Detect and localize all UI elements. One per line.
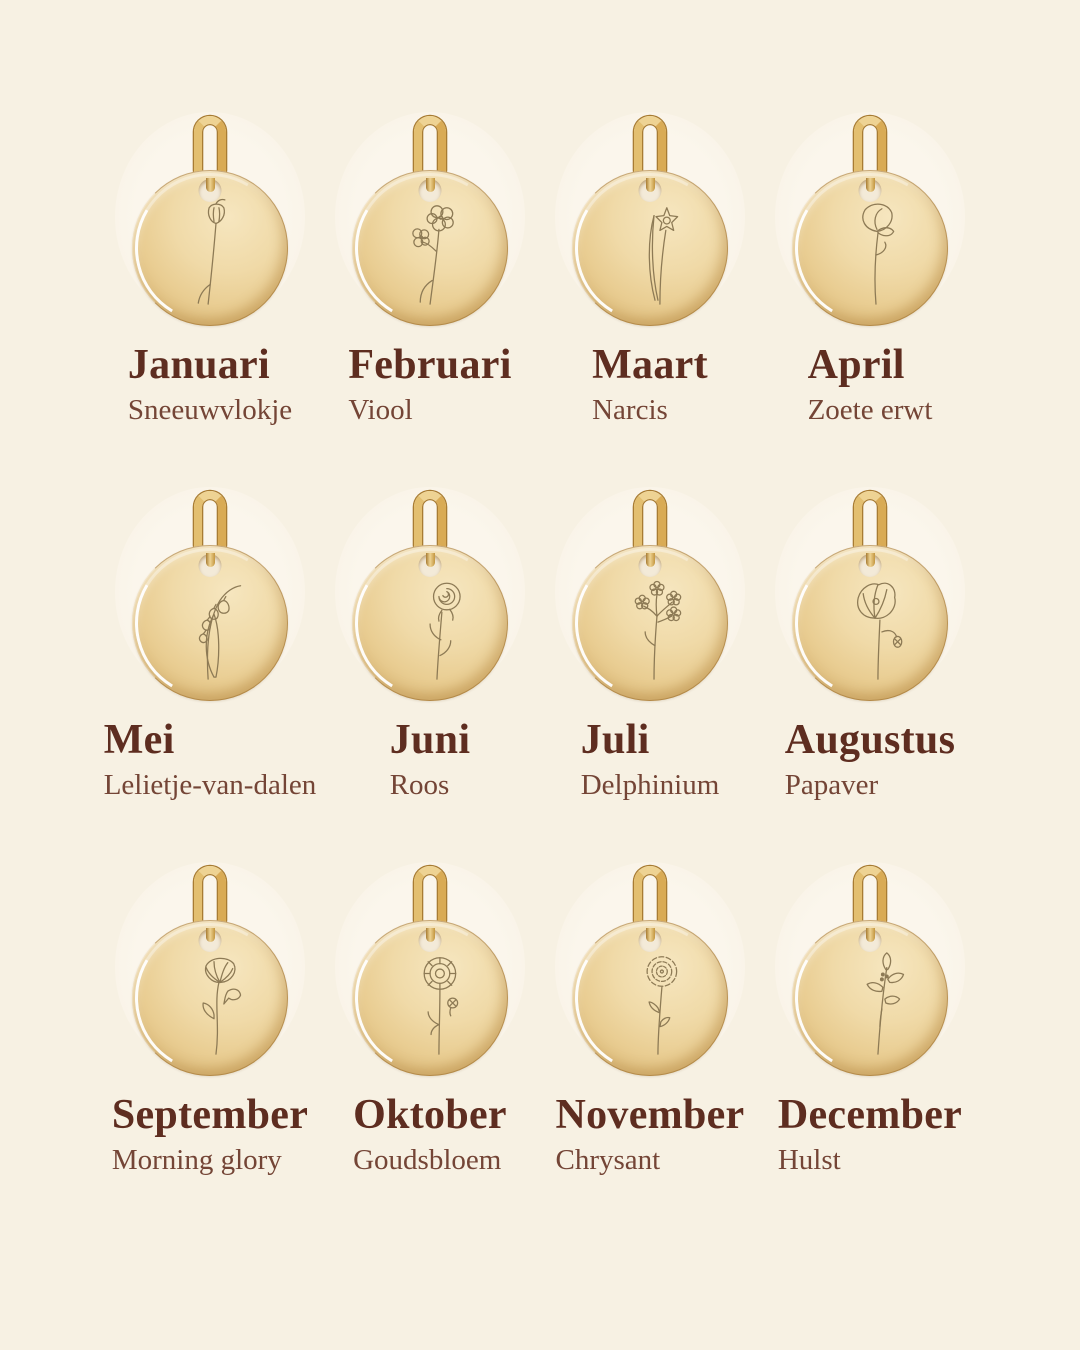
pendant-card-mei <box>100 491 320 802</box>
holly-icon <box>829 944 921 1062</box>
month-label: November <box>555 1091 745 1138</box>
daffodil-icon <box>609 194 701 312</box>
flower-label: Zoete erwt <box>807 394 933 427</box>
month-label: Juli <box>580 716 650 763</box>
pendant-disc <box>352 545 508 701</box>
pendant-card-juli <box>540 491 760 802</box>
pendant-card-december <box>760 866 980 1177</box>
bail-through-hole <box>426 553 435 567</box>
viola-icon <box>389 194 481 312</box>
flower-label: Lelietje-van-dalen <box>103 768 317 801</box>
flower-label: Papaver <box>784 768 879 801</box>
flower-label: Hulst <box>777 1143 841 1176</box>
flower-label: Goudsbloem <box>353 1143 502 1176</box>
pendant-disc <box>132 920 288 1076</box>
pendant-disc <box>352 170 508 326</box>
pendant-november <box>565 866 735 1076</box>
flower-label: Viool <box>348 394 413 427</box>
month-label: September <box>111 1091 309 1138</box>
morning-glory-icon <box>169 944 261 1062</box>
month-label: Januari <box>127 342 270 388</box>
pendant-disc <box>792 545 948 701</box>
bail-through-hole <box>426 178 435 192</box>
bail-through-hole <box>426 928 435 942</box>
pendant-disc <box>132 545 288 701</box>
rose-icon <box>389 569 481 687</box>
chrysanthemum-icon <box>609 944 701 1062</box>
pendant-oktober <box>345 866 515 1076</box>
pendant-disc <box>132 170 288 326</box>
month-label: Juni <box>389 716 471 763</box>
month-label: Februari <box>348 342 512 388</box>
bail-through-hole <box>866 178 875 192</box>
pendant-september <box>125 866 295 1076</box>
flower-label: Sneeuwvlokje <box>127 394 293 427</box>
delphinium-icon <box>609 569 701 687</box>
pendant-disc <box>572 920 728 1076</box>
month-label: April <box>807 342 905 388</box>
bail-through-hole <box>866 928 875 942</box>
month-label: December <box>777 1091 963 1138</box>
lily-of-the-valley-icon <box>169 569 261 687</box>
bail-through-hole <box>646 553 655 567</box>
flower-label: Chrysant <box>555 1143 661 1176</box>
bail-through-hole <box>866 553 875 567</box>
bail-through-hole <box>646 928 655 942</box>
pendant-card-januari <box>100 116 320 427</box>
pendant-mei <box>125 491 295 701</box>
pendant-card-juni <box>320 491 540 802</box>
poppy-icon <box>829 569 921 687</box>
bail-through-hole <box>646 178 655 192</box>
flower-label: Morning glory <box>111 1143 282 1176</box>
marigold-icon <box>389 944 481 1062</box>
pendant-disc <box>572 545 728 701</box>
month-label: Oktober <box>353 1091 507 1138</box>
flower-label: Delphinium <box>580 768 720 801</box>
pendant-juli <box>565 491 735 701</box>
pendant-card-maart <box>540 116 760 427</box>
pendant-card-november <box>540 866 760 1177</box>
pendant-juni <box>345 491 515 701</box>
pendant-augustus <box>785 491 955 701</box>
pendant-disc <box>792 170 948 326</box>
sweet-pea-icon <box>829 194 921 312</box>
snowdrop-icon <box>169 194 261 312</box>
month-label: Maart <box>592 342 708 388</box>
pendant-december <box>785 866 955 1076</box>
bail-through-hole <box>206 928 215 942</box>
flower-label: Roos <box>389 768 450 801</box>
pendant-card-september <box>100 866 320 1177</box>
pendant-disc <box>792 920 948 1076</box>
bail-through-hole <box>206 553 215 567</box>
month-label: Mei <box>103 716 175 763</box>
pendant-disc <box>572 170 728 326</box>
pendant-maart <box>565 116 735 326</box>
pendant-januari <box>125 116 295 326</box>
bail-through-hole <box>206 178 215 192</box>
pendant-card-februari <box>320 116 540 427</box>
pendant-card-april <box>760 116 980 427</box>
month-label: Augustus <box>784 716 956 763</box>
pendant-card-augustus <box>760 491 980 802</box>
pendant-disc <box>352 920 508 1076</box>
pendant-februari <box>345 116 515 326</box>
flower-label: Narcis <box>592 394 668 427</box>
pendant-card-oktober <box>320 866 540 1177</box>
pendant-april <box>785 116 955 326</box>
